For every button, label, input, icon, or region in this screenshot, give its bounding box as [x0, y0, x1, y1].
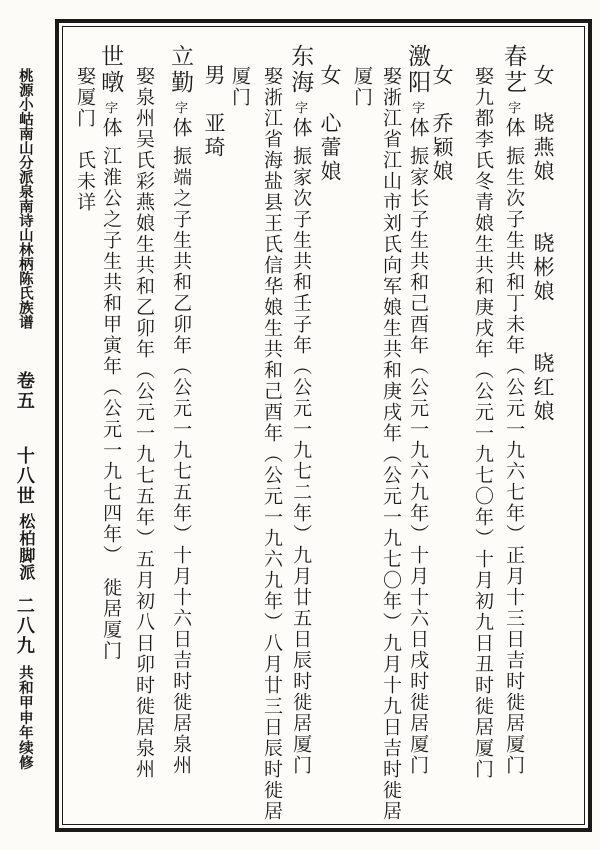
spouse-entry: 娶浙江省江山市刘氏向军娘生共和庚戌年（公元一九七〇年）九月十九日吉时徙居 — [379, 66, 401, 822]
person-entry — [98, 44, 122, 662]
spouse-entry: 娶浙江省海盐县王氏信华娘生共和己酉年（公元一九六九年）八月廿三日辰时徙居 — [260, 66, 282, 822]
branch-label: 松柏脚派 — [16, 513, 34, 581]
person-entry — [501, 44, 525, 776]
person-name: 东海 — [288, 44, 314, 96]
courtesy-name: 体 — [502, 117, 525, 137]
person-detail: 江淮公之子生共和甲寅年（公元一九七四年） 徙居厦门 — [100, 146, 122, 662]
children-list: 女 心蕾娘 — [318, 64, 343, 184]
courtesy-name: 体 — [406, 117, 429, 137]
spouse-entry: 娶泉州吴氏彩燕娘生共和乙卯年（公元一九七五年）五月初八日卯时徙居泉州 — [132, 66, 154, 780]
children-list: 女 晓燕娘 晓彬娘 晓红娘 — [531, 64, 556, 424]
person-name: 春艺 — [501, 44, 527, 96]
children-list: 男 亚琦 — [202, 64, 227, 160]
courtesy-label: 字 — [410, 101, 426, 114]
person-entry — [405, 44, 429, 776]
courtesy-name: 体 — [99, 117, 122, 137]
continuation-text: 厦门 — [350, 66, 372, 108]
person-detail: 振生次子生共和丁未年（公元一九六七年）正月十三日吉时徙居厦门 — [503, 146, 525, 776]
book-title: 桃源小岵南山分派泉南诗山林柄陈氏族谱 — [16, 68, 33, 329]
page-number: 二八九 — [14, 596, 35, 656]
spouse-entry: 娶九都李氏冬青娘生共和庚戌年（公元一九七〇年）十月初九日丑时徙居厦门 — [471, 66, 493, 780]
courtesy-label: 字 — [103, 101, 119, 114]
courtesy-label: 字 — [173, 101, 189, 114]
children-list: 女 乔颖娘 — [430, 64, 455, 184]
person-entry — [288, 44, 312, 776]
courtesy-name: 体 — [289, 117, 312, 137]
person-detail: 振端之子生共和乙卯年（公元一九七五年）十月十六日吉时徙居泉州 — [170, 146, 192, 776]
person-detail: 振家长子生共和己酉年（公元一九六九年）十月十六日戌时徙居厦门 — [407, 146, 429, 776]
courtesy-label: 字 — [293, 101, 309, 114]
edition-note: 共和甲申年续修 — [16, 665, 33, 770]
person-entry — [168, 44, 192, 776]
person-detail: 振家次子生共和壬子年（公元一九七二年）九月廿五日辰时徙居厦门 — [290, 146, 312, 776]
courtesy-name: 体 — [169, 117, 192, 137]
person-name: 世暾 — [98, 44, 124, 96]
volume-label: 卷五 — [14, 371, 35, 411]
generation-label: 十八世 — [14, 446, 35, 506]
courtesy-label: 字 — [506, 101, 522, 114]
book-spine — [15, 68, 34, 770]
continuation-text: 厦门 — [228, 66, 250, 108]
person-name: 立勤 — [168, 44, 194, 96]
spouse-entry: 娶厦门 氏未详 — [73, 66, 95, 213]
person-name: 激阳 — [405, 44, 431, 96]
